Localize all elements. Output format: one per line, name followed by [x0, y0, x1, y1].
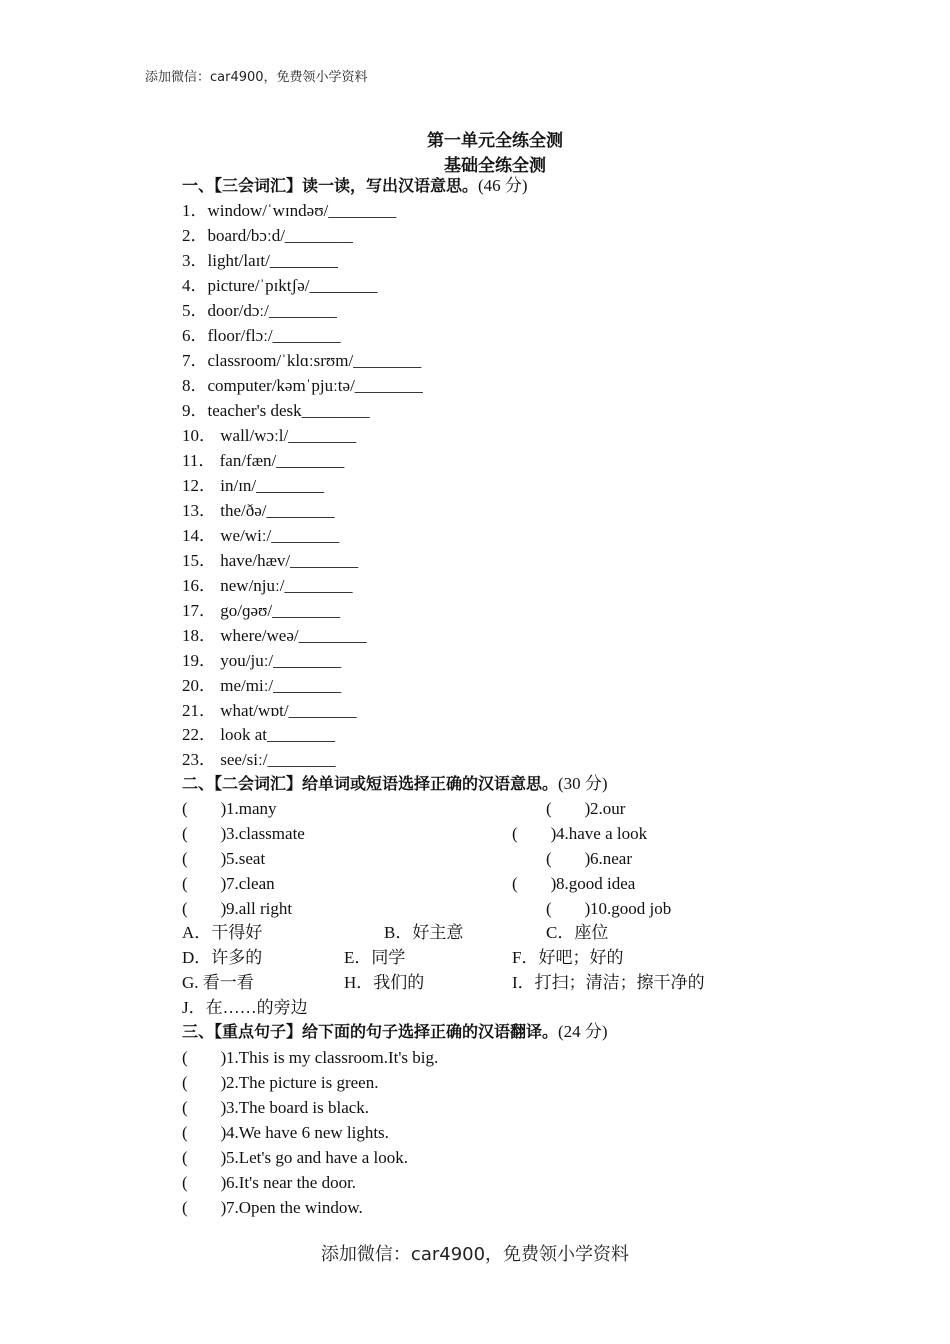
vocab-item: 7．classroom/ˈklɑːsrʊm/________ [182, 351, 422, 370]
section2-heading-text: 二、【二会词汇】给单词或短语选择正确的汉语意思。 [182, 774, 559, 793]
answer-paren[interactable]: ( ) [182, 799, 227, 818]
answer-paren[interactable]: ( ) [182, 1048, 227, 1067]
sentence-item: ( )7.Open the window. [182, 1198, 363, 1217]
vocab-item: 8．computer/kəmˈpjuːtə/________ [182, 376, 423, 395]
answer-paren[interactable]: ( ) [182, 1073, 227, 1092]
sentence-item: ( )3.The board is black. [182, 1098, 370, 1117]
match-item: ( )10.good job [546, 899, 672, 918]
sentence-item: ( )5.Let's go and have a look. [182, 1148, 408, 1167]
header-note: 添加微信：car4900，免费领小学资料 [145, 70, 368, 85]
match-item: ( )6.near [546, 849, 633, 868]
section1-heading [182, 175, 528, 197]
match-item: ( )4.have a look [512, 824, 648, 843]
vocab-item: 1．window/ˈwɪndəʊ/________ [182, 201, 397, 220]
vocab-item: 10． wall/wɔːl/________ [182, 426, 357, 445]
answer-paren[interactable]: ( ) [182, 1098, 227, 1117]
section1-score: (46 分) [478, 176, 528, 195]
page-title: 第一单元全练全测 [427, 131, 563, 151]
option-h: H．我们的 [344, 973, 425, 992]
vocab-item: 15． have/hæv/________ [182, 551, 359, 570]
answer-paren[interactable]: ( ) [182, 1148, 227, 1167]
answer-paren[interactable]: ( ) [512, 824, 557, 843]
match-item: ( )2.our [546, 799, 626, 818]
match-item: ( )8.good idea [512, 874, 636, 893]
match-item: ( )1.many [182, 799, 277, 818]
sentence-item: ( )2.The picture is green. [182, 1073, 379, 1092]
vocab-item: 6．floor/flɔː/________ [182, 326, 341, 345]
vocab-item: 13． the/ðə/________ [182, 501, 335, 520]
match-item: ( )7.clean [182, 874, 275, 893]
page-subtitle: 基础全练全测 [444, 156, 546, 176]
sentence-item: ( )4.We have 6 new lights. [182, 1123, 389, 1142]
section3-score: (24 分) [558, 1022, 608, 1041]
vocab-item: 22． look at________ [182, 725, 335, 744]
match-item: ( )3.classmate [182, 824, 305, 843]
vocab-item: 19． you/juː/________ [182, 651, 342, 670]
section3-heading [182, 1021, 608, 1043]
answer-paren[interactable]: ( ) [546, 899, 591, 918]
sentence-item: ( )1.This is my classroom.It's big. [182, 1048, 439, 1067]
answer-paren[interactable]: ( ) [546, 799, 591, 818]
vocab-item: 18． where/weə/________ [182, 626, 367, 645]
vocab-item: 5．door/dɔː/________ [182, 301, 337, 320]
vocab-item: 11． fan/fæn/________ [182, 451, 345, 470]
sentence-item: ( )6.It's near the door. [182, 1173, 357, 1192]
vocab-item: 20． me/miː/________ [182, 676, 342, 695]
vocab-item: 14． we/wiː/________ [182, 526, 340, 545]
answer-paren[interactable]: ( ) [546, 849, 591, 868]
vocab-item: 3．light/laɪt/________ [182, 251, 338, 270]
option-c: C．座位 [546, 923, 609, 942]
answer-paren[interactable]: ( ) [512, 874, 557, 893]
match-item: ( )5.seat [182, 849, 266, 868]
answer-paren[interactable]: ( ) [182, 1123, 227, 1142]
vocab-item: 4．picture/ˈpɪktʃə/________ [182, 276, 378, 295]
footer-note: 添加微信：car4900，免费领小学资料 [320, 1244, 630, 1265]
vocab-item: 16． new/njuː/________ [182, 576, 353, 595]
option-b: B．好主意 [384, 923, 464, 942]
vocab-item: 21． what/wɒt/________ [182, 701, 357, 720]
option-a: A．干得好 [182, 923, 263, 942]
section1-heading-text: 一、【三会词汇】读一读，写出汉语意思。 [182, 176, 479, 195]
option-g: G. 看一看 [182, 973, 254, 992]
option-f: F．好吧；好的 [512, 948, 624, 967]
answer-paren[interactable]: ( ) [182, 899, 227, 918]
section2-score: (30 分) [558, 774, 608, 793]
vocab-item: 12． in/ɪn/________ [182, 476, 325, 495]
section3-heading-text: 三、【重点句子】给下面的句子选择正确的汉语翻译。 [182, 1022, 559, 1041]
option-d: D．许多的 [182, 948, 263, 967]
match-item: ( )9.all right [182, 899, 293, 918]
option-j: J．在……的旁边 [182, 998, 308, 1017]
answer-paren[interactable]: ( ) [182, 1173, 227, 1192]
vocab-item: 17． go/ɡəʊ/________ [182, 601, 341, 620]
vocab-item: 2．board/bɔːd/________ [182, 226, 353, 245]
answer-paren[interactable]: ( ) [182, 1198, 227, 1217]
answer-paren[interactable]: ( ) [182, 874, 227, 893]
section2-heading [182, 773, 608, 795]
option-i: I．打扫；清洁；擦干净的 [512, 973, 705, 992]
option-e: E．同学 [344, 948, 406, 967]
vocab-item: 23． see/siː/________ [182, 750, 336, 769]
answer-paren[interactable]: ( ) [182, 824, 227, 843]
answer-paren[interactable]: ( ) [182, 849, 227, 868]
vocab-item: 9．teacher's desk________ [182, 401, 370, 420]
